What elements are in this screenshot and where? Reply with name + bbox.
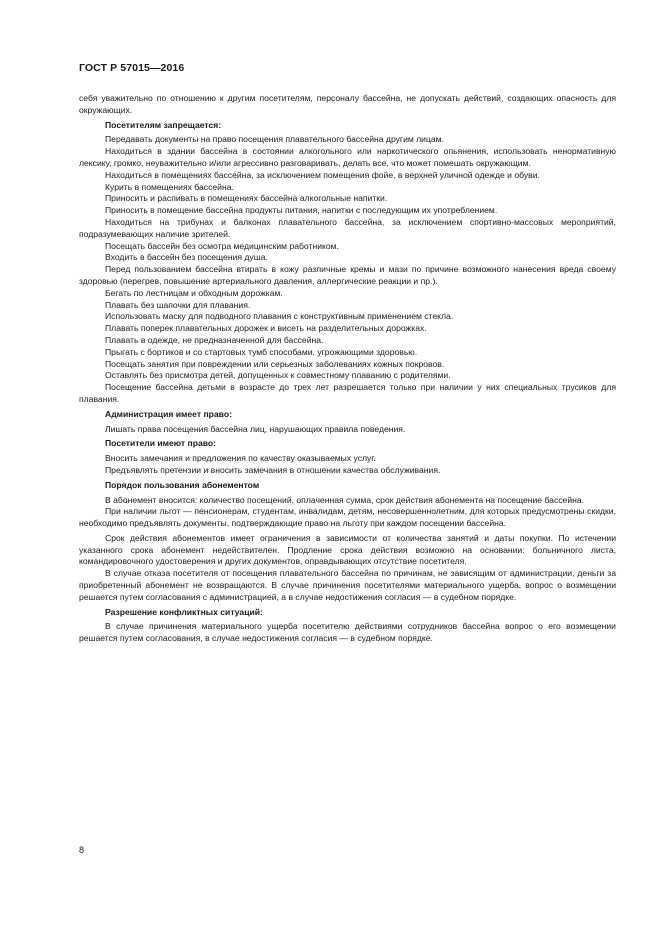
rule-item: Плавать в одежде, не предназначенной для бассейна. <box>105 334 324 345</box>
rule-item: В случае отказа посетителя от посещения плавательного бассейна по причинам, не зависящим от администрации, деньги за приобретенный абонемент не возвращаются. В случае причинения посетителями материального ущерба, вопрос о возмещении решается путем согласования с администрацией, а в случае недостижения согласия — в судебном порядке. <box>79 568 616 602</box>
rule-item: Входить в бассейн без посещения душа. <box>105 252 268 263</box>
rule-item: Плавать поперек плавательных дорожек и висеть на разделительных дорожках. <box>105 323 427 334</box>
rule-item: Бегать по лестницам и обходным дорожкам. <box>105 287 283 298</box>
rule-item: Срок действия абонементов имеет ограничения в зависимости от количества занятий и даты покупки. По истечении указанного срока абонемент недействителен. Продление срока действия возможно на основании: больничного листа, командировочного удостоверения и других документов, оправдывающих отсутствие посетителя. <box>79 532 616 567</box>
continuation-paragraph: себя уважительно по отношению к другим посетителям, персоналу бассейна, не допускать действий, создающих опасность для окружающих. <box>79 93 616 115</box>
rule-item: Плавать без шапочки для плавания. <box>105 299 251 310</box>
document-header: ГОСТ Р 57015—2016 <box>79 62 185 74</box>
section-heading-conflicts: Разрешение конфликтных ситуаций: <box>105 606 263 617</box>
rule-item: Находиться на трибунах и балконах плавательного бассейна, за исключением спортивно-массовых мероприятий, подразумевающих наличие зрителей. <box>79 216 616 239</box>
rule-item: Вносить замечания и предложения по качеству оказываемых услуг. <box>105 453 376 464</box>
rule-item: Передавать документы на право посещения плавательного бассейна другим лицам. <box>105 134 444 145</box>
rule-item: Использовать маску для подводного плавания с конструктивным применением стекла. <box>105 311 454 322</box>
section-heading-prohibited: Посетителям запрещается: <box>105 119 222 130</box>
section-heading-admin: Администрация имеет право: <box>105 408 232 419</box>
rule-item: Приносить и распивать в помещениях бассейна алкогольные напитки. <box>105 193 388 204</box>
rule-item: Прыгать с бортиков и со стартовых тумб способами, угрожающими здоровью. <box>105 346 418 357</box>
rule-item: В абонемент вносится: количество посещений, оплаченная сумма, срок действия абонемента на посещение бассейна. <box>105 494 585 505</box>
page-number: 8 <box>79 845 85 855</box>
rule-item: Перед пользованием бассейна втирать в кожу различные кремы и мази по причине возможного нанесения вреда своему здоровью (перегрев, повышение артериального давления, аллергические реакции и пр.). <box>79 264 616 286</box>
rule-item: Посещать занятия при повреждении или серьезных заболеваниях кожных покровов. <box>105 358 445 369</box>
rule-item: Посещение бассейна детьми в возрасте до трех лет разрешается только при наличии у них специальных трусиков для плавания. <box>79 382 616 404</box>
section-heading-visitors: Посетители имеют право: <box>105 438 217 449</box>
rule-item: Оставлять без присмотра детей, допущенных к совместному плаванию с родителями. <box>105 370 451 381</box>
rule-item: При наличии льгот — пенсионерам, студентам, инвалидам, детям, несовершеннолетним, для которых предусмотрены скидки, необходимо предъявлять документы, подтверждающие право на льготу при каждом посещении бассейна. <box>79 506 616 529</box>
rule-item: Посещать бассейн без осмотра медицинским работником. <box>105 240 339 251</box>
rule-item: Находиться в здании бассейна в состоянии алкогольного или наркотического опьянения, использовать ненормативную лексику, громко, неуважительно и/или агрессивно разговаривать, делать все, что может помешать окружающим. <box>79 146 616 168</box>
rule-item: Курить в помещениях бассейна. <box>105 181 234 192</box>
rule-item: Предъявлять претензии и вносить замечания в отношении качества обслуживания. <box>105 464 441 475</box>
rule-item: Приносить в помещение бассейна продукты питания, напитки с последующим их употреблением. <box>105 205 498 216</box>
rule-item: В случае причинения материального ущерба посетителю действиями сотрудников бассейна вопрос о его возмещении решается путем согласования, в случае недостижения согласия — в судебном порядке. <box>79 621 616 644</box>
document-body <box>79 93 616 645</box>
rule-item: Лишать права посещения бассейна лиц, нарушающих правила поведения. <box>105 423 406 434</box>
rule-item: Находиться в помещениях бассейна, за исключением помещения фойе, в верхней уличной одежде и обуви. <box>105 169 540 180</box>
section-heading-subscription: Порядок пользования абонементом <box>105 479 260 490</box>
